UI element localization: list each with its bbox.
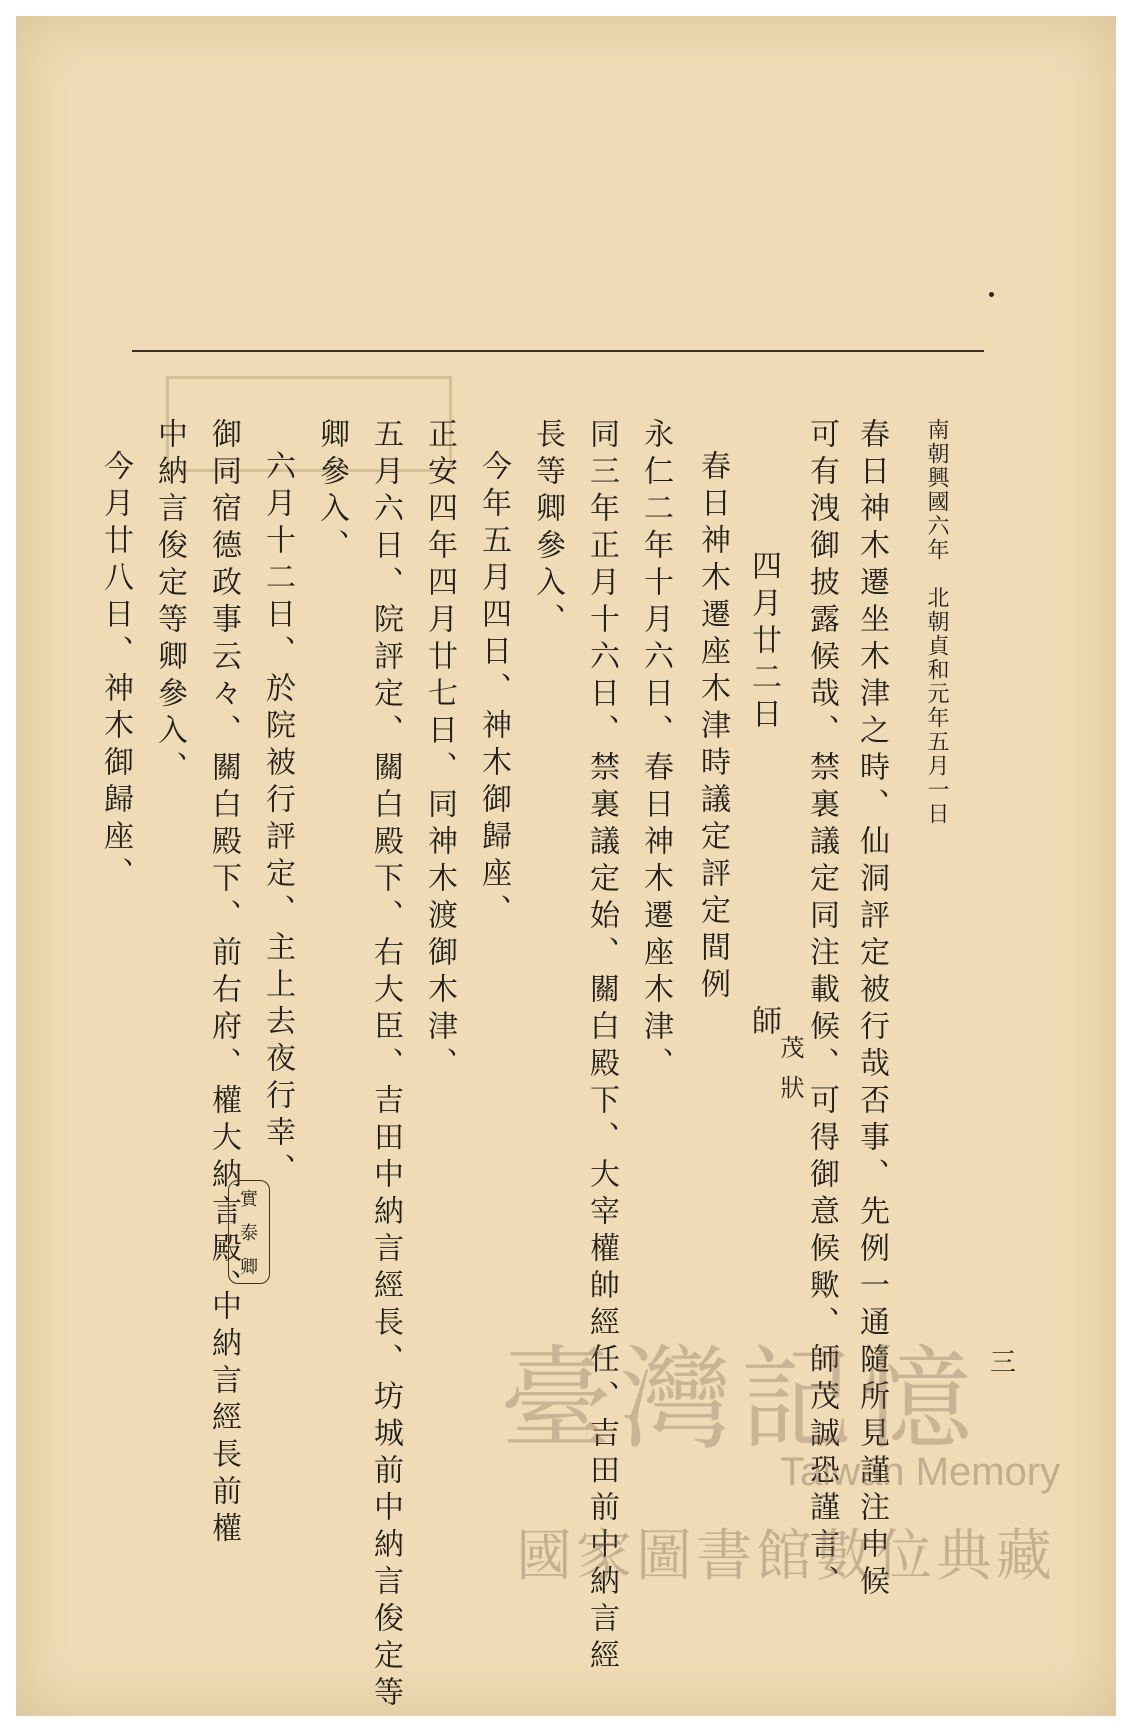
text-line-2: 可有洩御披露候哉、禁裏議定同注載候、可得御意候歟、師茂誠恐謹言、 bbox=[804, 418, 839, 1602]
watermark-english: Taiwan Memory bbox=[780, 1450, 1061, 1494]
text-line-shoan: 正安四年四月廿七日、同神木渡御木津、 bbox=[422, 418, 457, 1084]
interlinear-note bbox=[228, 1180, 270, 1284]
text-line-may6: 五月六日、院評定、關白殿下、右大臣、吉田中納言經長、坊城前中納言俊定等 bbox=[368, 418, 403, 1713]
text-line-june12: 六月十二日、於院被行評定、主上去夜行幸、 bbox=[260, 450, 295, 1190]
signature-name: 茂 bbox=[776, 1035, 804, 1065]
section-heading: 春日神木遷座木津時議定評定間例 bbox=[695, 450, 730, 1005]
watermark-library: 國家圖書館數位典藏 bbox=[516, 1524, 1056, 1589]
text-line-same3: 同三年正月十六日、禁裏議定始、關白殿下、大宰權帥經任、吉田前中納言經 bbox=[584, 418, 619, 1676]
date-line: 四月廿二日 bbox=[746, 550, 781, 735]
text-line-yonin: 永仁二年十月六日、春日神木遷座木津、 bbox=[638, 418, 673, 1084]
signature-master: 師 bbox=[746, 1005, 781, 1042]
watermark-calligraphy: 臺灣記憶 bbox=[500, 1335, 980, 1465]
text-line-1: 春日神木遷坐木津之時、仙洞評定被行哉否事、先例一通隨所見謹注申候 bbox=[854, 418, 889, 1602]
note-char-3: 卿 bbox=[240, 1257, 258, 1278]
text-line-cont1: 長等卿參入、 bbox=[530, 418, 565, 640]
ink-dot bbox=[989, 292, 994, 297]
text-line-cont2: 卿參入、 bbox=[314, 418, 349, 566]
text-line-dojuku: 御同宿德政事云々、關白殿下、前右府、權大納言殿、 bbox=[206, 418, 241, 1306]
text-line-thisyear: 今年五月四日、神木御歸座、 bbox=[476, 450, 511, 931]
text-line-final: 今月廿八日、神木御歸座、 bbox=[98, 450, 133, 894]
page-header: 南朝興國六年 北朝貞和元年五月一日 bbox=[924, 418, 949, 826]
note-char-2: 泰 bbox=[240, 1223, 258, 1244]
top-rule bbox=[132, 350, 984, 352]
text-line-chunagon: 中納言俊定等卿參入、 bbox=[152, 418, 187, 788]
note-char-1: 實 bbox=[240, 1189, 258, 1210]
page-number: 三 bbox=[990, 1348, 1017, 1378]
signature-letter: 狀 bbox=[776, 1075, 804, 1105]
text-line-dojuku-tail: 中納言經長前權 bbox=[206, 1290, 241, 1549]
